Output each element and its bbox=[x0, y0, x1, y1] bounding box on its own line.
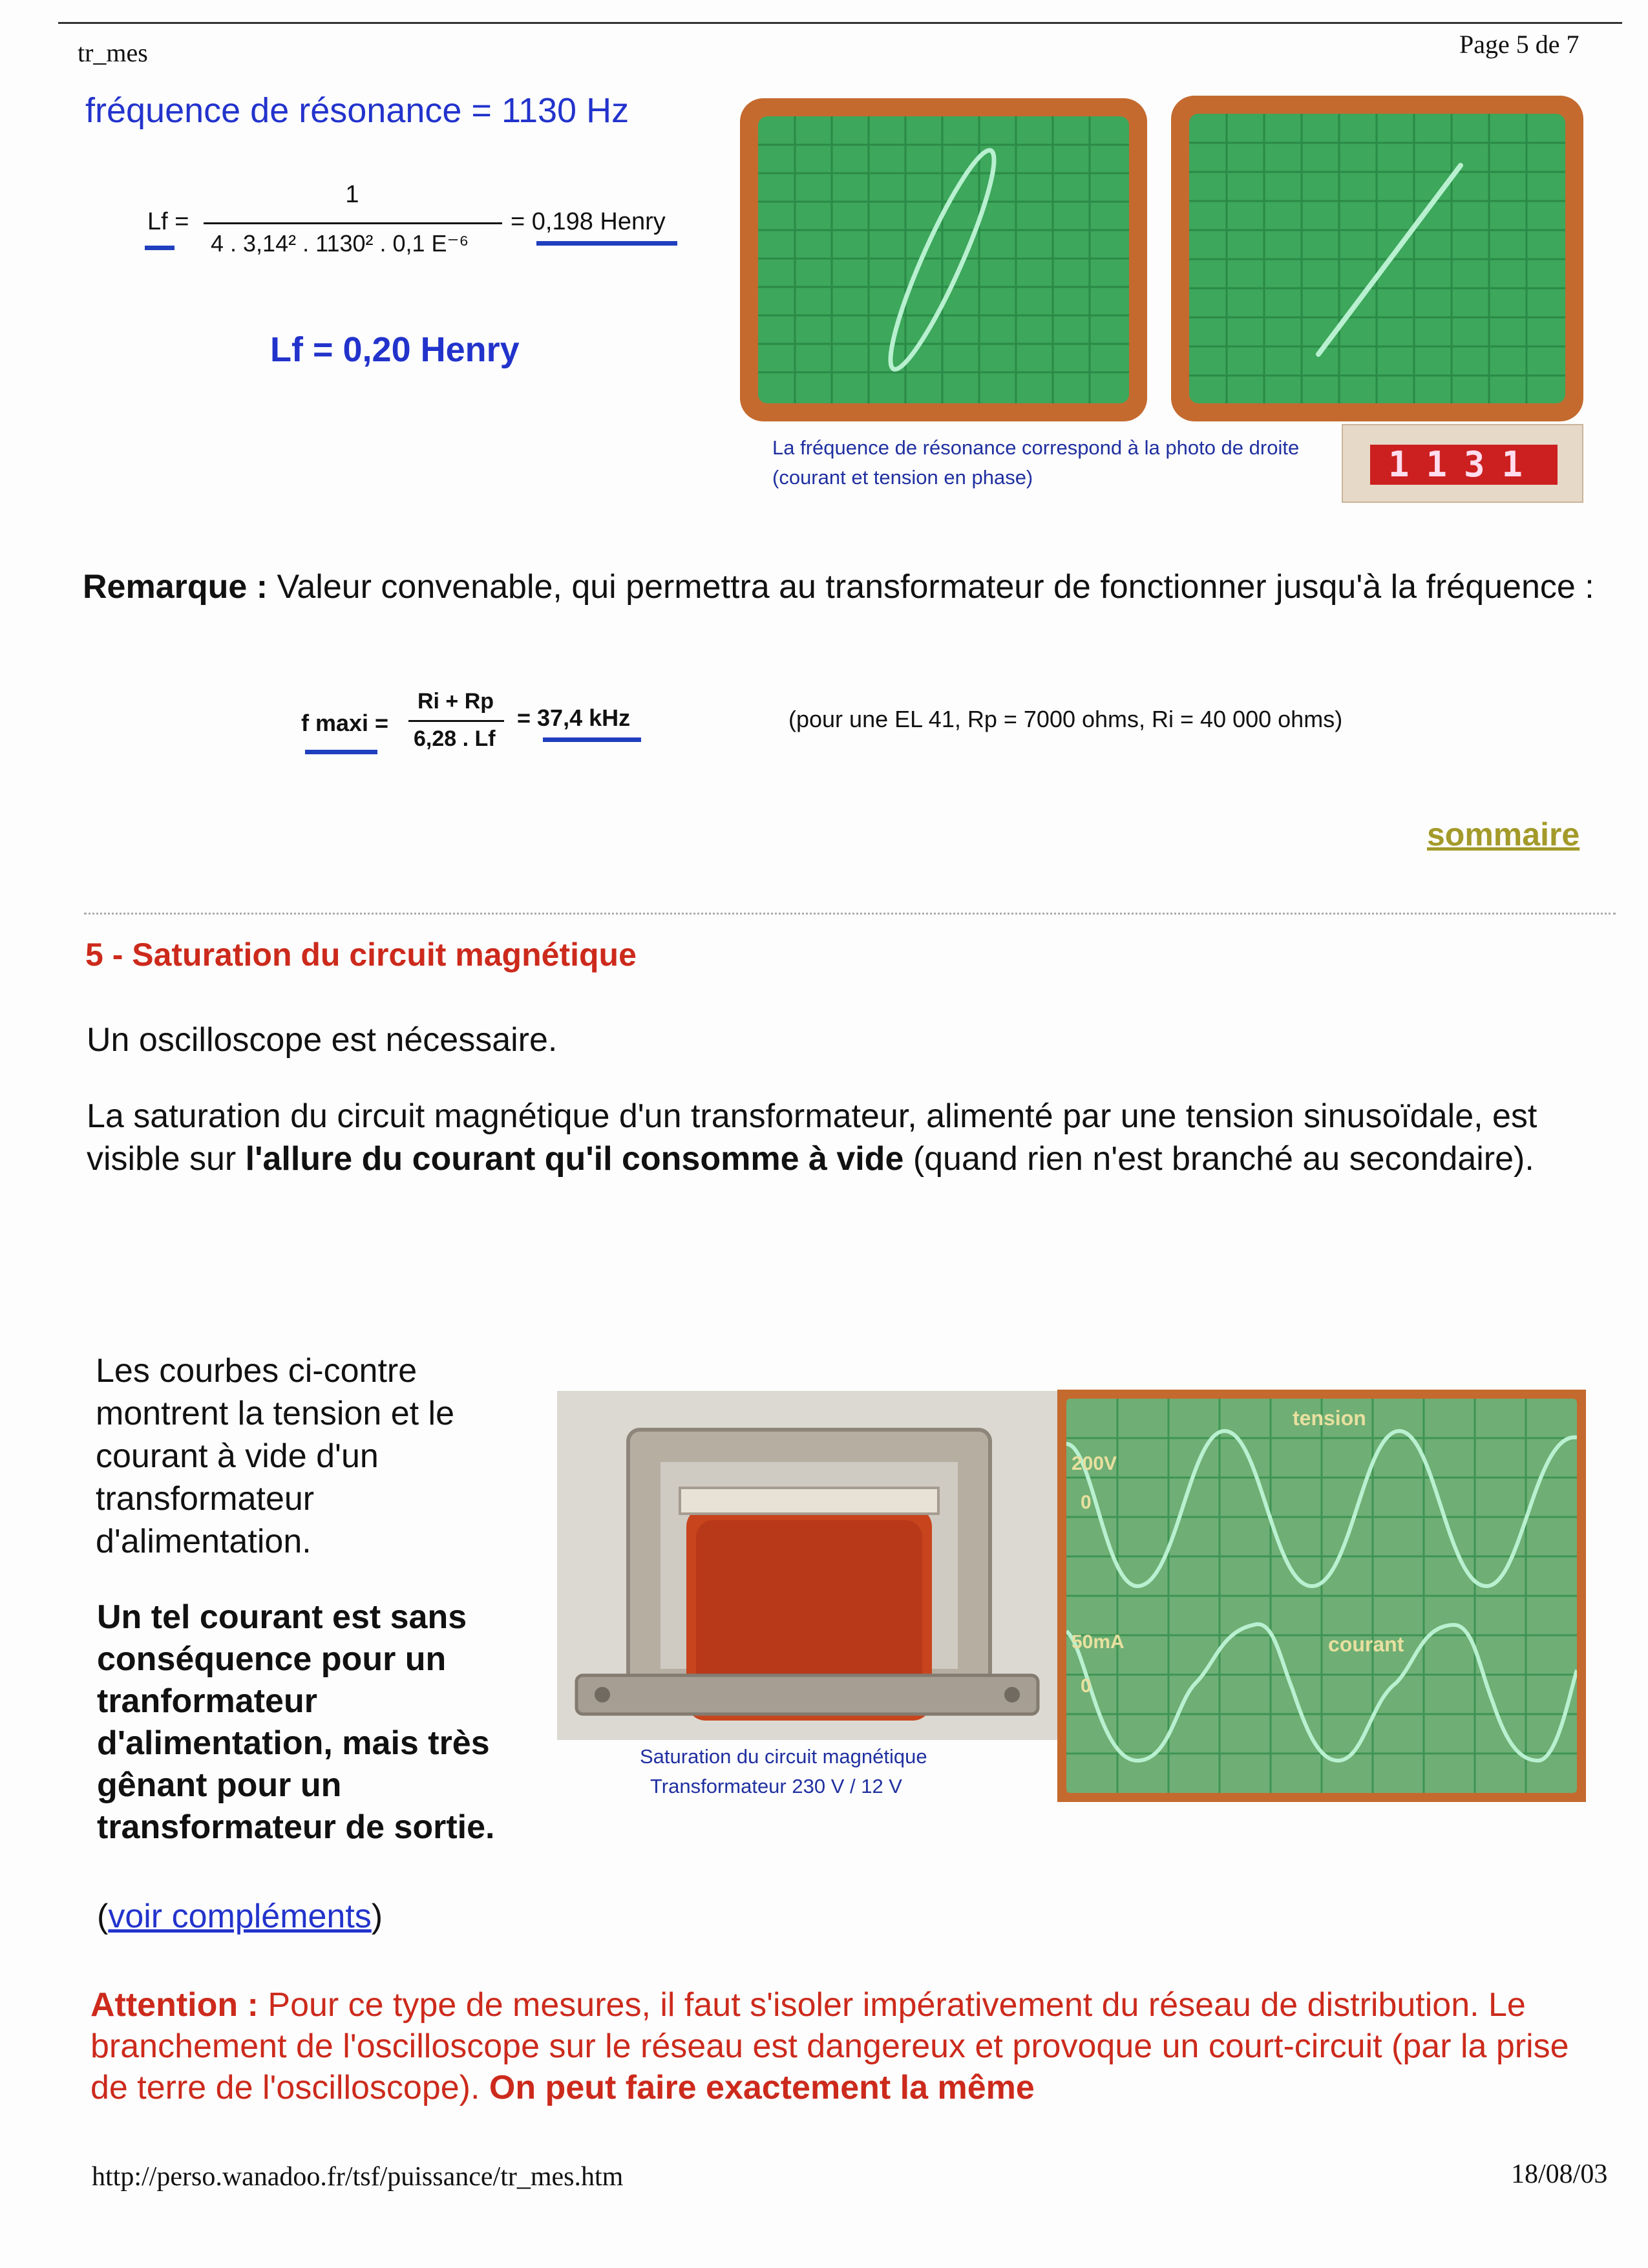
resonance-photo-caption: La fréquence de résonance correspond à la photo de droite (courant et tension en phase) bbox=[772, 436, 1300, 489]
section-title: 5 - Saturation du circuit magnétique bbox=[85, 937, 637, 973]
p2-start: La saturation du circuit magnétique d'un transformateur, alimenté par une tension sinusoïdale, est visible sur bbox=[87, 1097, 1537, 1178]
section-paragraph bbox=[87, 1095, 1592, 1180]
transformer-caption-line2: Transformateur 230 V / 12 V bbox=[650, 1775, 902, 1797]
remark-label: Remarque : bbox=[83, 568, 268, 606]
scope-label-50ma: 50mA bbox=[1072, 1631, 1125, 1653]
header-filename: tr_mes bbox=[78, 38, 148, 67]
complements-open: ( bbox=[97, 1898, 109, 1935]
attention-text: Pour ce type de mesures, il faut s'isoler impérativement du réseau de distribution. Le branchement de l'oscilloscope sur le réseau est dangereux et provoque un court-circuit (par la prise de terre de l'oscilloscope). bbox=[90, 1986, 1569, 2106]
fmaxi-underline bbox=[305, 750, 377, 754]
lf-numerator: 1 bbox=[345, 181, 359, 208]
lf-final-value: Lf = 0,20 Henry bbox=[270, 330, 520, 369]
scope-photo-ellipse bbox=[740, 98, 1147, 421]
fmaxi-result-underline bbox=[543, 737, 641, 742]
lf-underline bbox=[145, 246, 174, 250]
header-page-number: Page 5 de 7 bbox=[1459, 30, 1579, 59]
curves-description: Les courbes ci-contre montrent la tension et le courant à vide d'un transformateur d'alimentation. bbox=[96, 1352, 454, 1560]
attention-paragraph bbox=[90, 1984, 1609, 2108]
lf-fraction-bar bbox=[204, 222, 502, 224]
scope-ellipse-trace bbox=[758, 116, 1129, 403]
remark-text: Valeur convenable, qui permettra au transformateur de fonctionner jusqu'à la fréquence : bbox=[268, 568, 1594, 606]
footer-url: http://perso.wanadoo.fr/tsf/puissance/tr_mes.htm bbox=[92, 2162, 624, 2192]
lf-formula-lhs: Lf = bbox=[147, 208, 189, 235]
transformer-caption-line1: Saturation du circuit magnétique bbox=[640, 1745, 927, 1768]
fmaxi-note: (pour une EL 41, Rp = 7000 ohms, Ri = 40 000 ohms) bbox=[788, 706, 1343, 732]
scope-label-courant: courant bbox=[1328, 1633, 1404, 1656]
counter-display: 1131 bbox=[1370, 445, 1558, 485]
scope-label-zero-bottom: 0 bbox=[1081, 1675, 1092, 1697]
complements-line bbox=[97, 1895, 383, 1938]
scope-label-tension: tension bbox=[1293, 1406, 1366, 1430]
scope-photo-line bbox=[1171, 96, 1583, 421]
fmaxi-denominator: 6,28 . Lf bbox=[414, 726, 496, 751]
fmaxi-lhs: f maxi = bbox=[301, 710, 389, 736]
p2-end: (quand rien n'est branché au secondaire). bbox=[903, 1140, 1534, 1178]
resonance-title: fréquence de résonance = 1130 Hz bbox=[85, 91, 629, 130]
lf-result-underline bbox=[536, 241, 677, 246]
current-consequence: Un tel courant est sans conséquence pour un tranformateur d'alimentation, mais très gênant pour un transformateur de sortie. bbox=[97, 1598, 495, 1846]
fmaxi-result: = 37,4 kHz bbox=[517, 705, 631, 731]
fmaxi-numerator: Ri + Rp bbox=[417, 689, 494, 714]
lf-denominator: 4 . 3,14² . 1130² . 0,1 E⁻⁶ bbox=[211, 230, 469, 257]
remark-paragraph bbox=[83, 564, 1608, 610]
p2-bold: l'allure du courant qu'il consomme à vide bbox=[245, 1140, 904, 1178]
section-intro: Un oscilloscope est nécessaire. bbox=[87, 1021, 558, 1059]
scope-saturation bbox=[1057, 1390, 1586, 1802]
attention-bold: On peut faire exactement la même bbox=[489, 2069, 1035, 2106]
transformer-illustration bbox=[557, 1391, 1057, 1740]
scope-line-trace bbox=[1189, 114, 1565, 403]
complements-close: ) bbox=[371, 1898, 383, 1935]
complements-link[interactable]: voir compléments bbox=[108, 1898, 372, 1935]
transformer-photo bbox=[557, 1391, 1057, 1740]
top-rule bbox=[58, 22, 1622, 24]
scope-label-zero-top: 0 bbox=[1081, 1492, 1092, 1513]
saturation-traces bbox=[1066, 1399, 1577, 1793]
sommaire-link[interactable]: sommaire bbox=[1427, 816, 1580, 853]
fmaxi-fraction-bar bbox=[408, 720, 504, 722]
section-separator bbox=[84, 913, 1616, 917]
attention-label: Attention : bbox=[90, 1986, 259, 2024]
lf-result: = 0,198 Henry bbox=[511, 208, 666, 235]
scope-label-200v: 200V bbox=[1072, 1453, 1117, 1474]
frequency-counter bbox=[1342, 424, 1583, 503]
footer-date: 18/08/03 bbox=[1511, 2159, 1608, 2189]
